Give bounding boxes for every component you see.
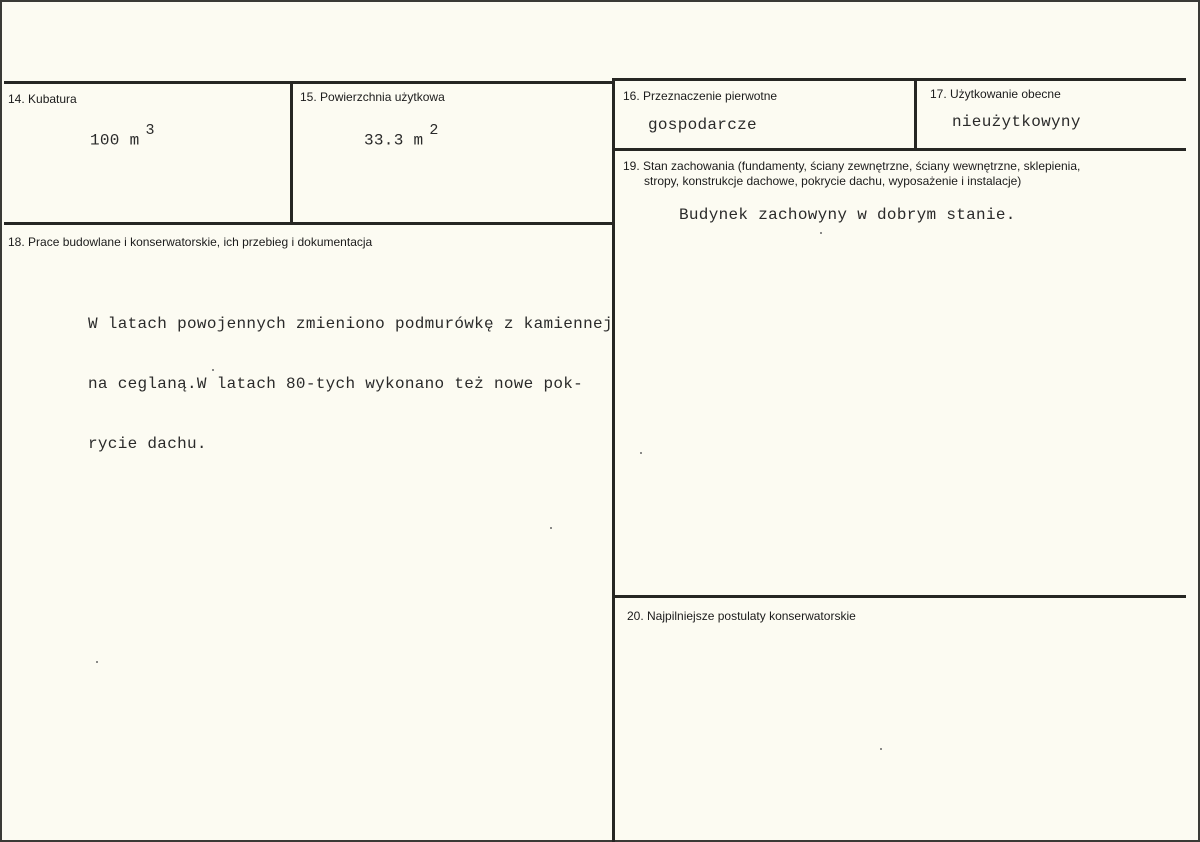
field-15-value [364,122,439,150]
field-18-line: rycie dachu. [88,435,207,453]
divider-16-17 [914,78,917,151]
field-18-text [88,274,613,494]
field-18-line: W latach powojennych zmieniono podmurówkę z kamiennej [88,315,613,333]
field-14-exponent: 3 [145,122,155,139]
field-17-value: nieużytkowyny [952,113,1081,131]
field-18-label: 18. Prace budowlane i konserwatorskie, ich przebieg i dokumentacja [8,235,373,249]
field-15-label: 15. Powierzchnia użytkowa [300,90,445,104]
field-14-label: 14. Kubatura [8,92,77,106]
top-rule-left [4,81,614,84]
field-14-value [90,122,155,150]
paper-speck [820,232,822,234]
paper-speck [212,369,214,371]
field-14-number: 100 m [90,131,140,150]
paper-speck [96,661,98,663]
field-17-label: 17. Użytkowanie obecne [930,87,1061,101]
rule-above-20 [614,595,1186,598]
field-16-label: 16. Przeznaczenie pierwotne [623,89,778,103]
field-18-line: na ceglaną.W latach 80-tych wykonano też nowe pok- [88,375,584,393]
top-rule-right [612,78,1186,81]
rule-below-14-15 [4,222,614,225]
paper-speck [550,527,552,529]
field-20-label: 20. Najpilniejsze postulaty konserwatorskie [627,609,856,623]
field-19-label-line1: 19. Stan zachowania (fundamenty, ściany zewnętrzne, ściany wewnętrzne, sklepienia, [623,159,1081,173]
field-19-label-line2: stropy, konstrukcje dachowe, pokrycie dachu, wyposażenie i instalacje) [644,174,1022,188]
paper-speck [640,452,642,454]
field-15-number: 33.3 m [364,131,424,150]
rule-below-16-17 [612,148,1186,151]
field-15-exponent: 2 [429,122,439,139]
divider-14-15 [290,81,293,225]
field-19-value: Budynek zachowyny w dobrym stanie. [679,206,1016,224]
field-16-value: gospodarcze [648,116,757,134]
paper-speck [880,748,882,750]
